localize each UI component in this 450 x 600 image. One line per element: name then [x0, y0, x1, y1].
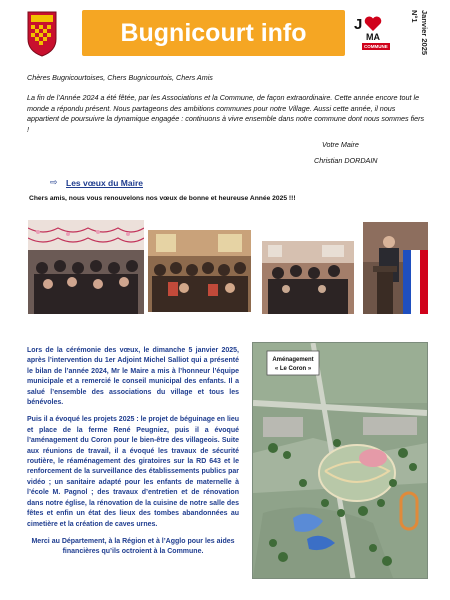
heart-icon: [364, 16, 382, 32]
logo-commune-text: COMMUNE: [364, 44, 388, 49]
intro-block: [27, 73, 427, 145]
projects-paragraph: Puis il a évoqué les projets 2025 : le projet de béguinage en lieu et place de la ferme René Peugniez, puis il a évoqué l’aménagement du Coron pour le bien-être des villageois. Suite aux réunions de travail, il a évoqué les travaux de sécurité routière, le réaménagement des giratoires sur la RD 643 et le renforcement de la surveillance des établissements publics par vidéo ; un sanitaire adapté pour les enfants de maternelle à l’école M. Pagnol ; des travaux d’entretien et de rénovation dans notre église, la rénovation de la cuisine de notre salle des fêtes et enfin un état des lieux des tombes abandonnées au cimetière et la création de caves urnes.: [27, 416, 240, 528]
photo-audience-seated: [148, 230, 251, 312]
greeting: Chères Bugnicourtoises, Chers Bugnicourtois, Chers Amis: [27, 73, 213, 82]
body-text: [27, 346, 239, 565]
title-banner: [82, 10, 345, 56]
logo-j-letter: J: [354, 16, 363, 33]
j-aime-ma-commune-logo: [352, 14, 400, 56]
photo-mayor-speech: [363, 222, 428, 314]
logo-ma-text: MA: [366, 32, 380, 42]
section-title: Les vœux du Maire: [66, 178, 143, 188]
issue-info: [403, 10, 437, 70]
wishes-line: Chers amis, nous vous renouvelons nos vœux de bonne et heureuse Année 2025 !!!: [29, 195, 296, 202]
photo-people-standing: [262, 241, 354, 314]
issue-number: N°1: [410, 10, 419, 23]
page-title: Bugnicourt info: [120, 19, 307, 47]
coat-of-arms-icon: [27, 11, 57, 57]
intro-paragraph: La fin de l’Année 2024 a été fêtée, par les Associations et la Commune, de façon extraordinaire. Cette année encore tout le monde a répondu présent. Nous partageons des ambitions communes pour notre Village. Aussi cette année, il nous appartient de poursuivre la dynamique engagée : continuons à vivre ensemble dans notre commune dont nous sommes fiers !: [27, 92, 425, 135]
issue-date: Janvier 2025: [420, 10, 429, 56]
thanks-paragraph: Merci au Département, à la Région et à l’Agglo pour les aides financières qu’ils octroient à la Commune.: [31, 537, 235, 556]
amenagement-plan-map: [252, 342, 428, 579]
map-label-line1: Aménagement: [272, 357, 314, 363]
photo-audience-hall: [28, 220, 144, 314]
arrow-right-icon: ⇨: [50, 177, 58, 187]
signature-name: Christian DORDAIN: [314, 156, 378, 165]
map-label-line2: « Le Coron »: [274, 366, 312, 372]
ceremony-paragraph: Lors de la cérémonie des vœux, le dimanche 5 janvier 2025, après l’intervention du 1er Adjoint Michel Salliot qui a présenté le bilan de l’année 2024, Mr le Maire a mis à l’honneur l’équipe municipale et a remercié le conseil municipal des enfants. Il a salué l’ensemble des associations du village et tous les bénévoles.: [27, 347, 239, 407]
signature-title: Votre Maire: [322, 140, 359, 149]
